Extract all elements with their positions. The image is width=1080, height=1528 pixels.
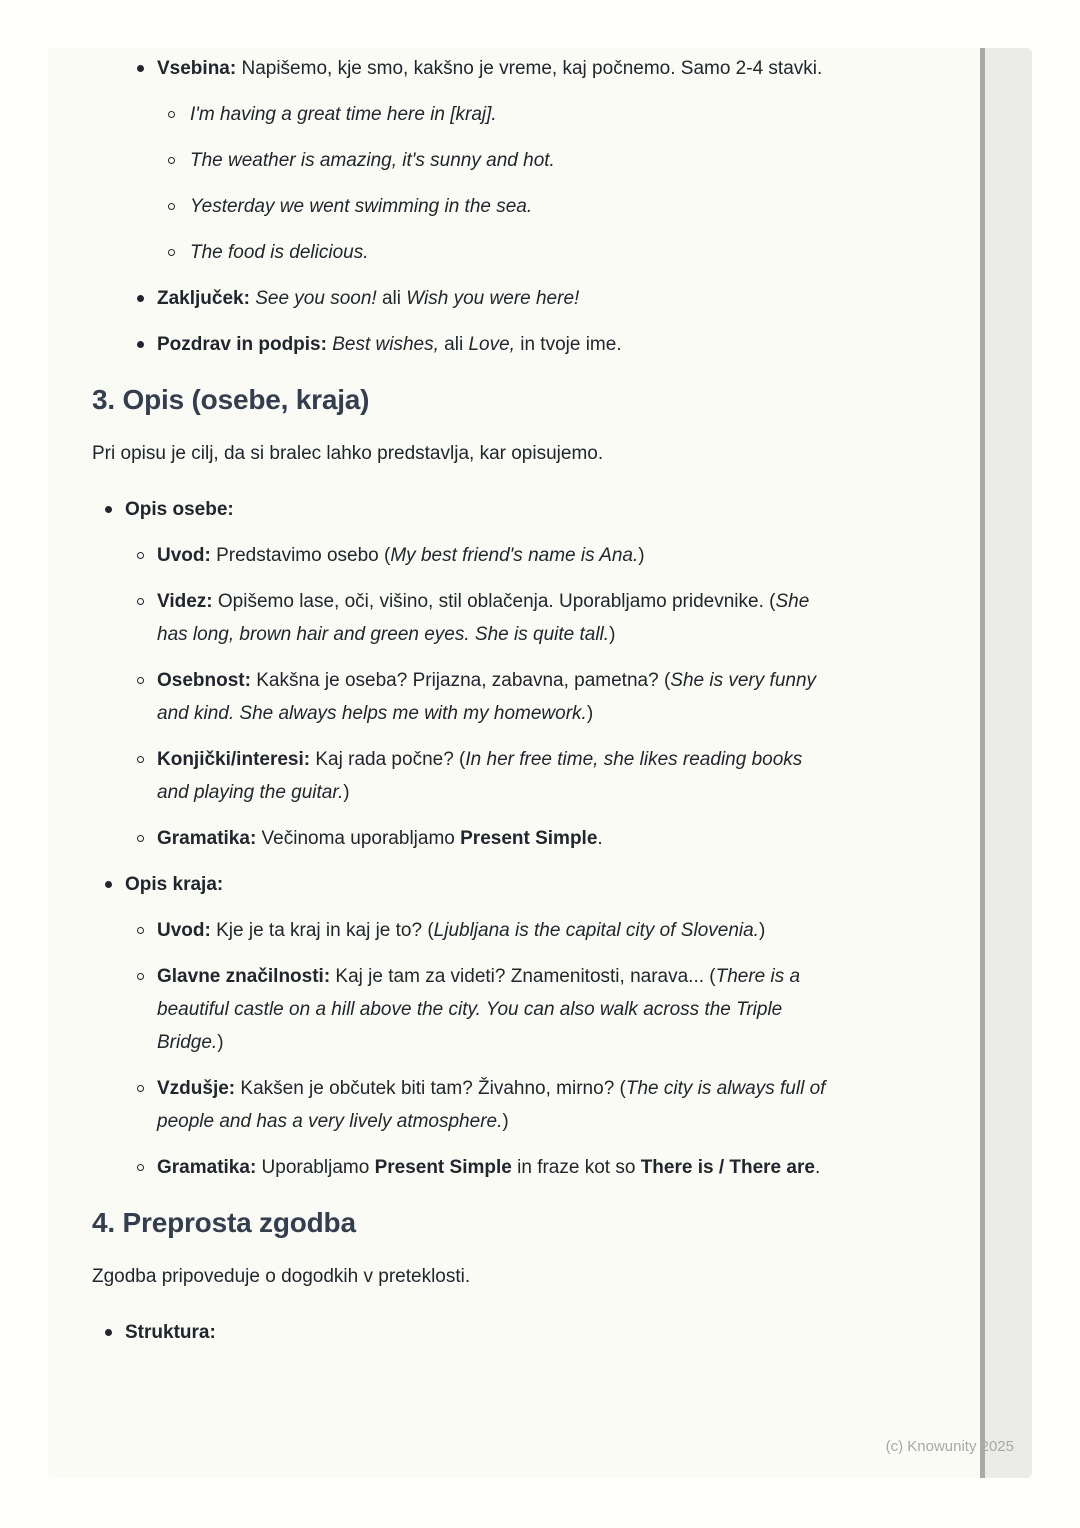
bullet-disc-icon — [105, 868, 125, 901]
bullet-circle-icon — [137, 822, 157, 855]
bullet-circle-icon — [168, 190, 190, 223]
list-item-gramatika-osebe — [48, 822, 978, 855]
list-item-vzdusje — [48, 1072, 978, 1138]
bullet-disc-icon — [137, 282, 157, 315]
bullet-circle-icon — [168, 236, 190, 269]
list-item-text: Osebnost: Kakšna je oseba? Prijazna, zabavna, pametna? (She is very funny and kind. She always helps me with my homework.) — [157, 670, 817, 724]
list-item-text: I'm having a great time here in [kraj]. — [190, 104, 497, 125]
list-item-pozdrav — [48, 328, 978, 361]
list-item-opis-osebe — [48, 493, 978, 526]
list-item-text: Yesterday we went swimming in the sea. — [190, 196, 533, 217]
list-item-text: Gramatika: Večinoma uporabljamo Present Simple. — [157, 828, 603, 849]
list-item-text: Pozdrav in podpis: Best wishes, ali Love, in tvoje ime. — [157, 334, 622, 355]
bullet-circle-icon — [137, 1151, 157, 1184]
paragraph-zgodba-intro: Zgodba pripoveduje o dogodkih v preteklosti. — [92, 1266, 471, 1287]
bullet-circle-icon — [137, 914, 157, 947]
list-item-uvod-osebe — [48, 539, 978, 572]
list-item-zakljucek — [48, 282, 978, 315]
list-item-vsebina — [48, 52, 978, 85]
list-item-struktura — [48, 1316, 978, 1349]
list-item-osebnost — [48, 664, 978, 730]
bullet-circle-icon — [137, 539, 157, 572]
list-item-text: Gramatika: Uporabljamo Present Simple in fraze kot so There is / There are. — [157, 1157, 821, 1178]
list-item-text: Zaključek: See you soon! ali Wish you were here! — [157, 288, 580, 309]
list-item-uvod-kraja — [48, 914, 978, 947]
bullet-disc-icon — [105, 493, 125, 526]
list-item-text: Opis kraja: — [125, 874, 224, 895]
bullet-disc-icon — [105, 1316, 125, 1349]
list-item-example-3 — [48, 190, 978, 223]
bullet-disc-icon — [137, 52, 157, 85]
bullet-disc-icon — [137, 328, 157, 361]
list-item-example-4 — [48, 236, 978, 269]
list-item-text: Konjički/interesi: Kaj rada počne? (In her free time, she likes reading books and playing the guitar.) — [157, 749, 803, 803]
scrollbar-track[interactable] — [980, 48, 1032, 1478]
bullet-circle-icon — [137, 743, 157, 809]
list-item-text: Glavne značilnosti: Kaj je tam za videti? Znamenitosti, narava... (There is a beautiful castle on a hill above the city. You can also walk across the Triple Bridge.) — [157, 966, 801, 1053]
paragraph-opis-intro: Pri opisu je cilj, da si bralec lahko predstavlja, kar opisujemo. — [92, 443, 604, 464]
bullet-circle-icon — [137, 960, 157, 1059]
bullet-circle-icon — [137, 585, 157, 651]
copyright-watermark: (c) Knowunity 2025 — [885, 1438, 1014, 1455]
list-item-text: The food is delicious. — [190, 242, 369, 263]
list-item-text: Vsebina: Napišemo, kje smo, kakšno je vreme, kaj počnemo. Samo 2-4 stavki. — [157, 58, 823, 79]
page-content — [48, 48, 978, 1362]
list-item-text: Opis osebe: — [125, 499, 234, 520]
bullet-circle-icon — [168, 98, 190, 131]
list-item-example-2 — [48, 144, 978, 177]
section-heading-zgodba: 4. Preprosta zgodba — [92, 1207, 356, 1238]
scrollbar-thumb[interactable] — [980, 48, 985, 1478]
list-item-text: Vzdušje: Kakšen je občutek biti tam? Živahno, mirno? (The city is always full of people and has a very lively atmosphere.) — [157, 1078, 826, 1132]
document-page — [48, 48, 1032, 1478]
list-item-text: Uvod: Kje je ta kraj in kaj je to? (Ljubljana is the capital city of Slovenia.) — [157, 920, 766, 941]
list-item-videz — [48, 585, 978, 651]
list-item-glavne-znacilnosti — [48, 960, 978, 1059]
list-item-text: The weather is amazing, it's sunny and hot. — [190, 150, 555, 171]
list-item-opis-kraja — [48, 868, 978, 901]
list-item-text: Uvod: Predstavimo osebo (My best friend's name is Ana.) — [157, 545, 645, 566]
bullet-circle-icon — [137, 1072, 157, 1138]
list-item-text: Struktura: — [125, 1322, 216, 1343]
section-heading-opis: 3. Opis (osebe, kraja) — [92, 384, 370, 415]
list-item-konjicki — [48, 743, 978, 809]
list-item-gramatika-kraja — [48, 1151, 978, 1184]
list-item-example-1 — [48, 98, 978, 131]
bullet-circle-icon — [168, 144, 190, 177]
list-item-text: Videz: Opišemo lase, oči, višino, stil oblačenja. Uporabljamo pridevnike. (She has long, brown hair and green eyes. She is quite tall.) — [157, 591, 810, 645]
bullet-circle-icon — [137, 664, 157, 730]
